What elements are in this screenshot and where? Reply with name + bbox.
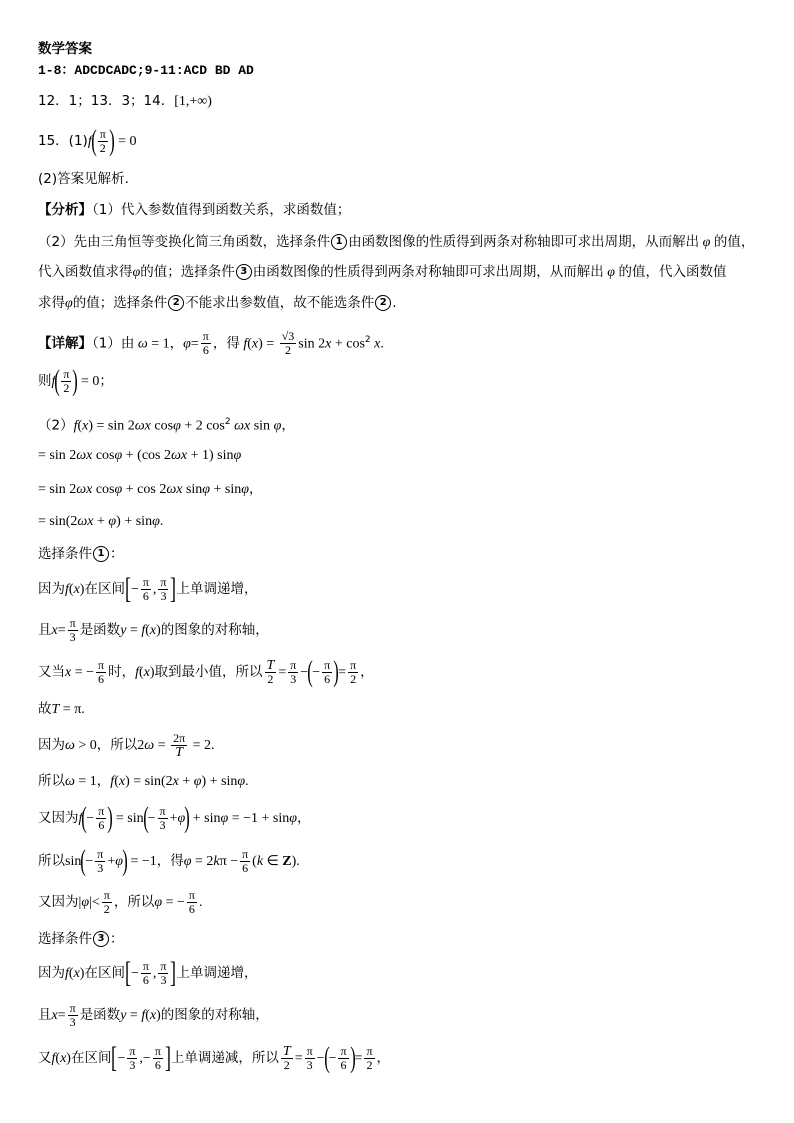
q15-part2: (2)答案见解析. xyxy=(38,171,129,187)
detail-tag: 【详解】 xyxy=(38,335,92,352)
q15-label: 15．(1) xyxy=(38,133,88,149)
fill-answers: 12．1；13．3；14． xyxy=(38,93,175,109)
c3-period-half: 又f(x)在区间[− $\frac{\pi}{3}$ ,− $\frac{\pi}{6}$ ]上单调递减，所以 $\frac{T}{2}$ = $\frac{\pi}{3}$ −(− $\frac{\pi}{6}$ )= $\frac{\pi}{2}$ ， xyxy=(38,1041,390,1074)
c1-evaluate: 又因为f(− $\frac{\pi}{6}$ ) = sin(− $\frac{\pi}{3}$ +φ) + sinφ = −1 + sinφ， xyxy=(38,801,311,834)
interval-14: [1,+∞) xyxy=(174,94,212,109)
c1-solve: 所以sin(− $\frac{\pi}{3}$ +φ) = −1，得φ = 2kπ − $\frac{\pi}{6}$ (k ∈ Z). xyxy=(38,844,300,877)
c3-monotonic: 因为f(x)在区间[− $\frac{\pi}{6}$ , $\frac{\pi}{3}$ ]上单调递增， xyxy=(38,956,258,989)
analysis-line-3: 代入函数值求得φ的值；选择条件 3 由函数图像的性质得到两条对称轴即可求出周期，从而解出 φ 的值，代入函数值 xyxy=(38,264,727,280)
doc-title: 数学答案 xyxy=(38,41,92,57)
detail-line-1: 【详解】（1）由 ω = 1，φ= $\frac{\pi}{6}$ ，得 f(x) = $\frac{√3}{2}$ $\sin 2x + \cos^2 x$. xyxy=(38,329,384,357)
derivation-line-4: = sin(2ωx + φ) + sinφ. xyxy=(38,514,164,529)
fill-answers-line xyxy=(38,92,212,111)
derivation-line-2: = sin 2ωx cosφ + (cos 2ωx + 1) sinφ xyxy=(38,448,242,463)
detail-line-2: 则f( $\frac{\pi}{2}$ ) = 0； xyxy=(38,364,113,397)
choose-condition-1: 选择条件 1 ： xyxy=(38,546,124,562)
analysis-line-2: （2）先由三角恒等变换化简三角函数，选择条件 1 由函数图像的性质得到两条对称轴即可求出周期，从而解出 φ 的值， xyxy=(38,234,755,250)
analysis-line-1: 【分析】（1）代入参数值得到函数关系，求函数值； xyxy=(38,202,351,218)
q15-result: = 0 xyxy=(118,134,137,149)
c1-period-half: 又当x = − $\frac{\pi}{6}$ 时，f(x)取到最小值，所以 $\frac{T}{2}$ = $\frac{\pi}{3}$ −(− $\frac{\pi}{6}$ )= $\frac{\pi}{2}$ ， xyxy=(38,655,374,688)
c1-function: 所以ω = 1，f(x) = sin(2x + φ) + sinφ. xyxy=(38,773,249,789)
c1-axis: 且x= $\frac{\pi}{3}$ 是函数y = f(x)的图象的对称轴， xyxy=(38,615,269,644)
c1-omega: 因为ω > 0，所以2ω = $\frac{2\pi}{T}$ = 2. xyxy=(38,730,215,760)
derivation-line-1: （2）f(x) = sin 2ωx cosφ + 2 $\cos^2 \omega x$ sin φ， xyxy=(38,417,295,434)
analysis-tag: 【分析】 xyxy=(38,202,92,218)
c1-monotonic: 因为f(x)在区间[− $\frac{\pi}{6}$ , $\frac{\pi}{3}$ ]上单调递增， xyxy=(38,572,258,605)
c1-period: 故T = π. xyxy=(38,701,85,717)
c1-phi: 又因为|φ|< $\frac{\pi}{2}$ ，所以φ = − $\frac{\pi}{6}$ . xyxy=(38,887,203,916)
derivation-line-3: = sin 2ωx cosφ + cos 2ωx sinφ + sinφ， xyxy=(38,481,263,497)
choose-condition-3: 选择条件 3 ： xyxy=(38,931,124,947)
c3-axis: 且x= $\frac{\pi}{3}$ 是函数y = f(x)的图象的对称轴， xyxy=(38,1000,269,1029)
answers-line: 1-8：ADCDCADC;9-11:ACD BD AD xyxy=(38,63,254,78)
analysis-line-4: 求得φ的值；选择条件 2 不能求出参数值，故不能选条件 2 . xyxy=(38,295,397,311)
q15-part1: 15．(1)f( $\frac{\pi}{2}$ ) = 0 xyxy=(38,124,137,157)
